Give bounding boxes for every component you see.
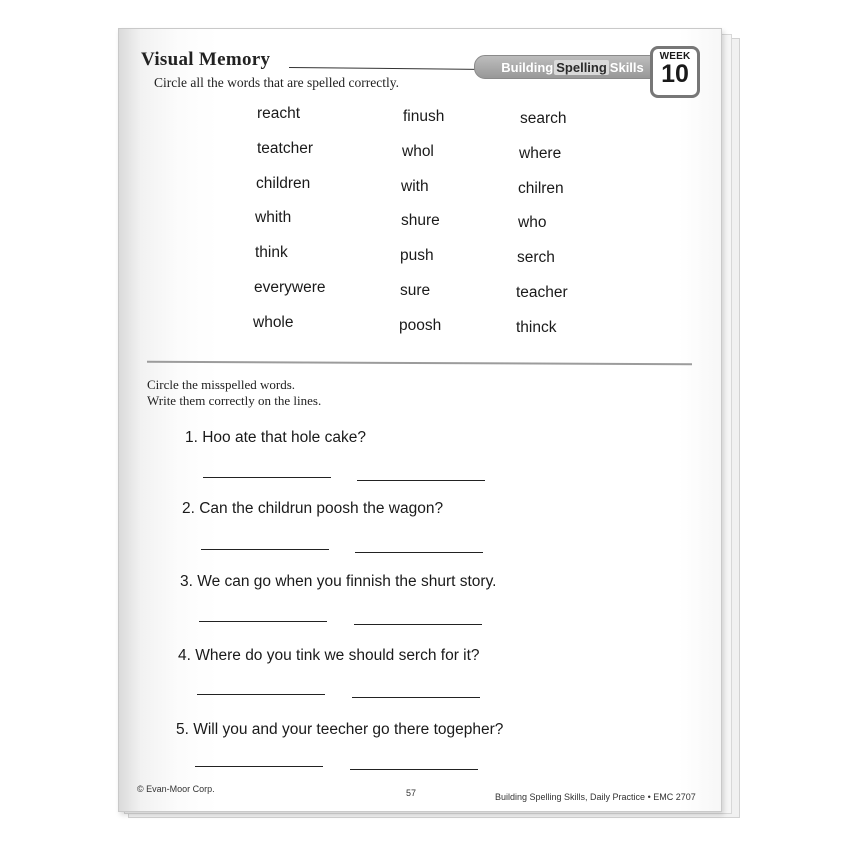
answer-line[interactable] [357,480,485,481]
sentence-1: 1. Hoo ate that hole cake? [185,429,366,446]
sentence-2: 2. Can the childrun poosh the wagon? [182,500,444,517]
section2-instruction-line: Circle the misspelled words. [147,377,296,392]
worksheet-page [118,28,722,812]
word-item[interactable]: whole [253,314,294,331]
week-label: WEEK [659,51,691,62]
section2-instructions [147,377,321,409]
answer-line[interactable] [201,549,329,550]
word-item[interactable]: children [256,175,311,192]
word-item[interactable]: poosh [399,317,442,334]
sentence-4: 4. Where do you tink we should serch for it? [178,647,480,664]
week-badge [650,46,700,98]
answer-line[interactable] [203,477,331,478]
word-item[interactable]: search [520,110,567,127]
word-item[interactable]: think [255,244,288,261]
section1-instructions: Circle all the words that are spelled correctly. [154,75,400,90]
answer-line[interactable] [354,624,482,625]
word-item[interactable]: whith [255,209,292,226]
answer-line[interactable] [199,621,327,622]
word-item[interactable]: push [400,247,434,264]
footer-copyright: © Evan-Moor Corp. [137,784,215,794]
title-underline [289,67,489,70]
word-item[interactable]: sure [400,282,431,299]
footer-page-number: 57 [406,788,417,798]
answer-line[interactable] [195,766,323,767]
book-title-banner [474,55,671,79]
word-item[interactable]: everywere [254,279,326,296]
answer-line[interactable] [197,694,325,695]
word-item[interactable]: with [401,178,429,195]
page-title: Visual Memory [141,49,271,70]
word-item[interactable]: finush [403,108,445,125]
banner-text-skills: Skills [609,59,644,75]
answer-line[interactable] [350,769,478,770]
word-item[interactable]: shure [401,212,440,229]
answer-line[interactable] [352,697,480,698]
word-item[interactable]: serch [517,249,555,266]
word-item[interactable]: chilren [518,180,564,197]
footer-book-info: Building Spelling Skills, Daily Practice • EMC 2707 [495,792,696,802]
word-item[interactable]: reacht [257,105,301,122]
word-item[interactable]: whol [402,143,434,160]
section-divider [147,361,692,365]
word-item[interactable]: where [519,145,562,162]
answer-line[interactable] [355,552,483,553]
word-item[interactable]: who [518,214,547,231]
banner-text-spelling: Spelling [556,59,607,75]
sentence-3: 3. We can go when you finnish the shurt story. [180,573,497,590]
section2-instruction-line: Write them correctly on the lines. [147,393,322,408]
word-item[interactable]: teacher [516,284,568,301]
word-item[interactable]: thinck [516,319,557,336]
week-number: 10 [661,60,689,88]
banner-text-building: Building [501,59,554,75]
word-item[interactable]: teatcher [257,140,314,157]
sentence-5: 5. Will you and your teecher go there togepher? [176,721,504,738]
